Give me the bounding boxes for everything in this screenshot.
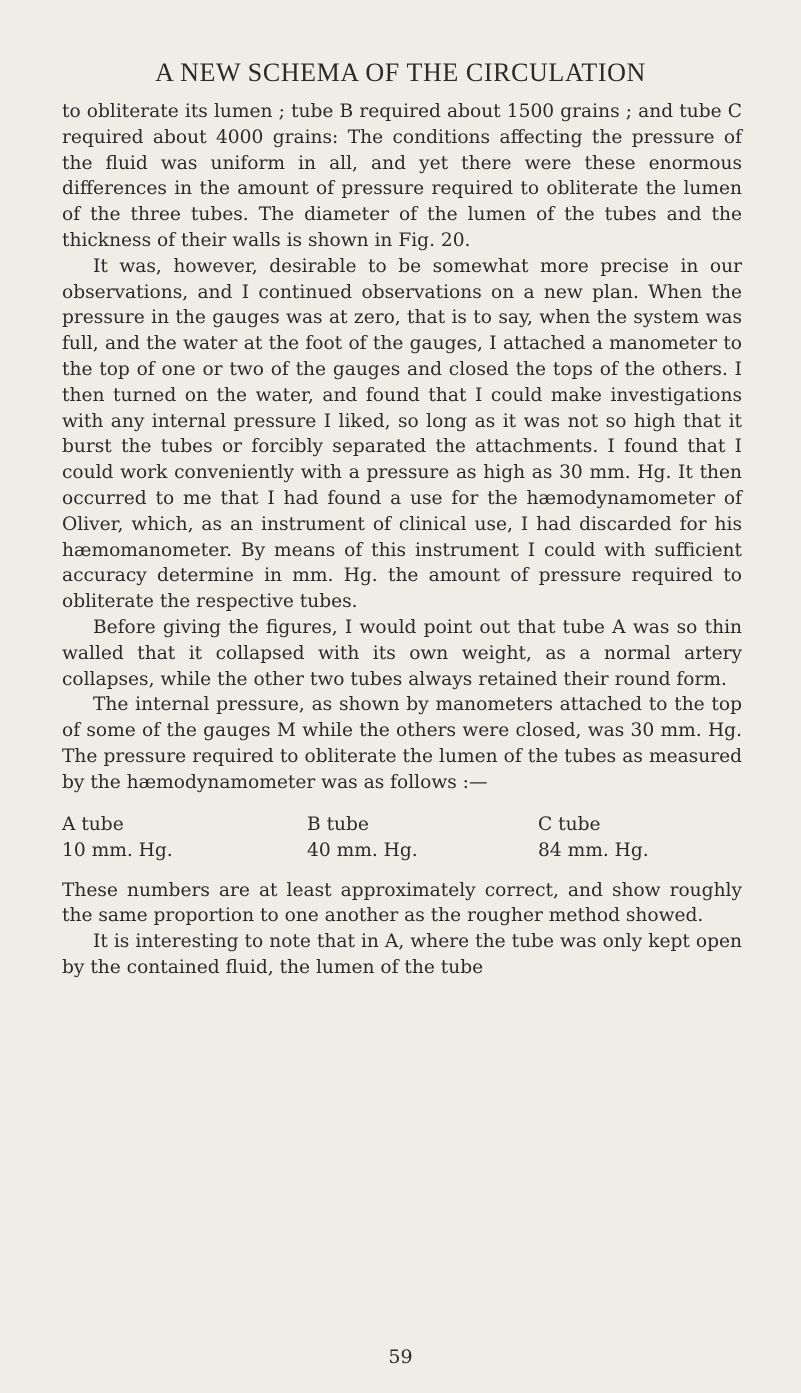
- table-column-b: [307, 812, 418, 864]
- table-column-a: [62, 812, 173, 864]
- results-table: [62, 812, 742, 864]
- paragraph: Before giving the figures, I would point out that tube A was so thin walled that it collapsed with its own weight, as a normal artery collapses, while the other two tubes always retained their round form.: [62, 616, 742, 690]
- page-number: 59: [388, 1346, 413, 1368]
- paragraph: These numbers are at least approximately correct, and show roughly the same proportion to one another as the rougher method showed.: [62, 879, 742, 927]
- paragraph: It was, however, desirable to be somewhat more precise in our observations, and I continued observations on a new plan. When the pressure in the gauges was at zero, that is to say, when the system was full, and the water at the foot of the gauges, I attached a manometer to the top of one or two of the gauges and closed the tops of the others. I then turned on the water, and found that I could make investigations with any internal pressure I liked, so long as it was not so high that it burst the tubes or forcibly separated the attachments. I found that I could work conveniently with a pressure as high as 30 mm. Hg. It then occurred to me that I had found a use for the hæmodynamometer of Oliver, which, as an instrument of clinical use, I had discarded for his hæmomanometer. By means of this instrument I could with sufficient accuracy determine in mm. Hg. the amount of pressure required to obliterate the respective tubes.: [62, 255, 742, 613]
- table-value-b: 40 mm. Hg.: [307, 839, 418, 861]
- table-header-c: C tube: [538, 813, 601, 835]
- body-text: [62, 99, 742, 981]
- table-header-b: B tube: [307, 813, 369, 835]
- table-column-c: [538, 812, 649, 864]
- paragraph: It is interesting to note that in A, where the tube was only kept open by the contained fluid, the lumen of the tube: [62, 931, 742, 978]
- table-value-c: 84 mm. Hg.: [538, 839, 649, 861]
- paragraph: The internal pressure, as shown by manometers attached to the top of some of the gauges M while the others were closed, was 30 mm. Hg. The pressure required to obliterate the lumen of the tubes as measured by the hæmodynamometer was as follows :—: [62, 694, 742, 793]
- paragraph-continued: to obliterate its lumen ; tube B required about 1500 grains ; and tube C required about 4000 grains: The conditions affecting the pressure of the fluid was uniform in all, and yet there were these enormous differences in the amount of pressure required to obliterate the lumen of the three tubes. The diameter of the lumen of the tubes and the thickness of their walls is shown in Fig. 20.: [62, 101, 742, 251]
- running-head: A NEW SCHEMA OF THE CIRCULATION: [155, 58, 646, 87]
- table-value-a: 10 mm. Hg.: [62, 839, 173, 861]
- table-header-a: A tube: [62, 813, 124, 835]
